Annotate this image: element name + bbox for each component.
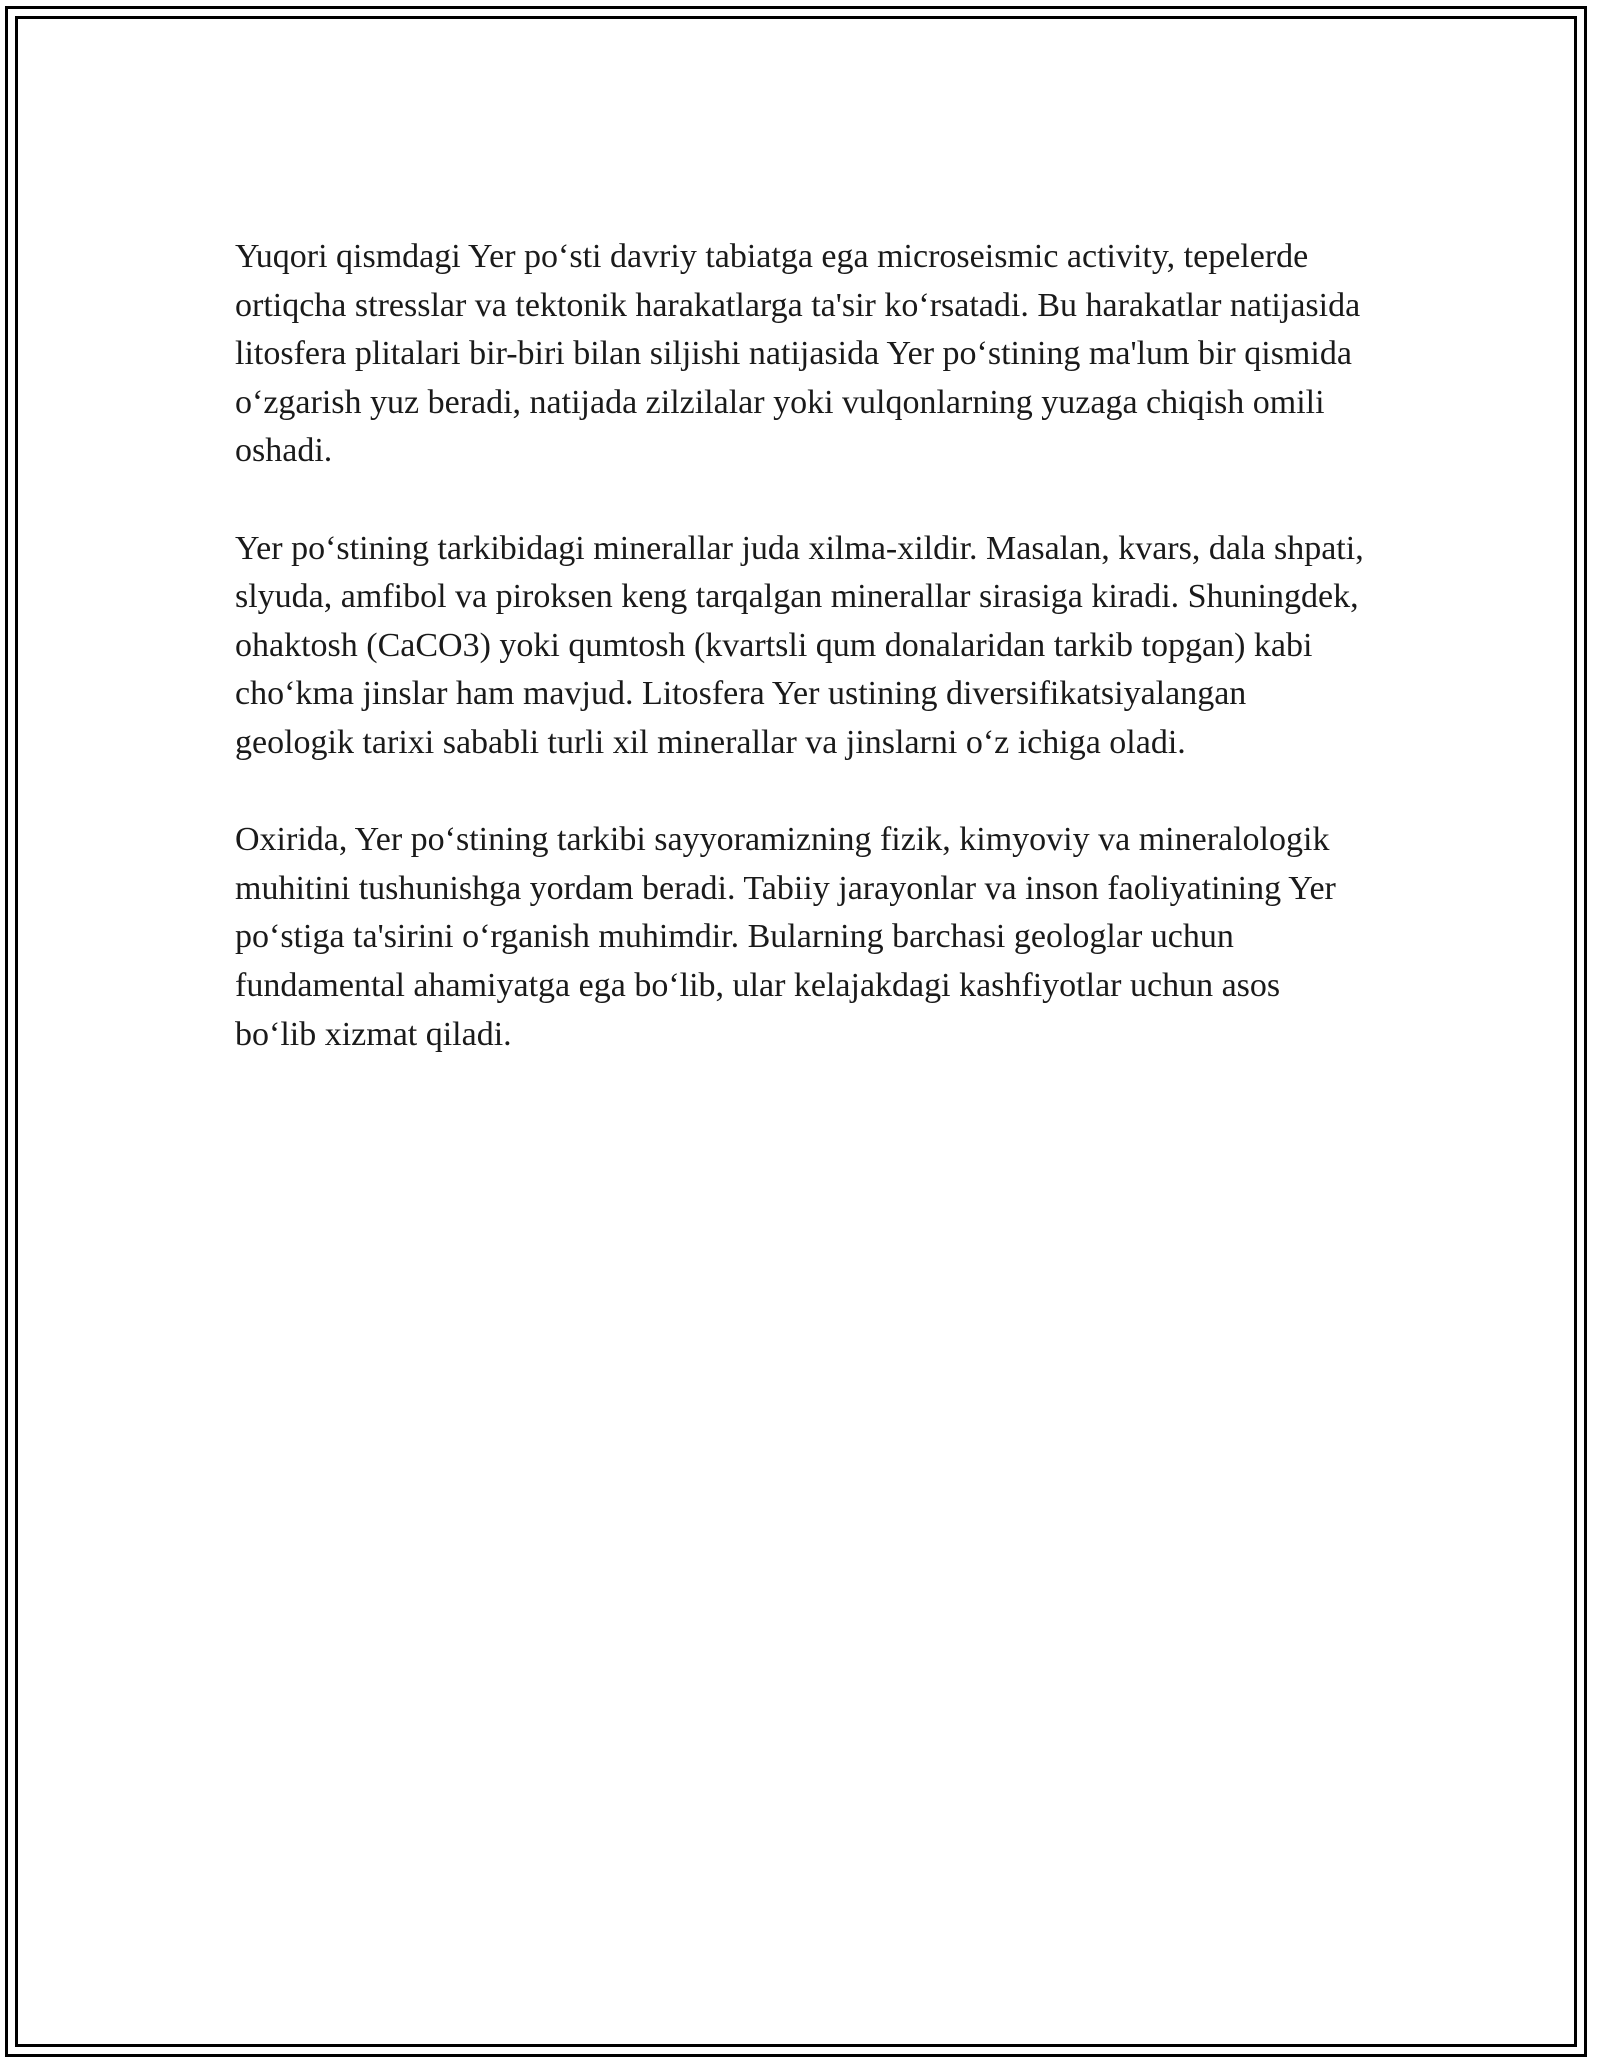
- paragraph-seismic-activity: Yuqori qismdagi Yer po‘sti davriy tabiatga ega microseismic activity, tepelerde ortiqcha stresslar va tektonik harakatlarga ta'sir ko‘rsatadi. Bu harakatlar natijasida litosfera plitalari bir-biri bilan siljishi natijasida Yer po‘stining ma'lum bir qismida o‘zgarish yuz beradi, natijada zilzilalar yoki vulqonlarning yuzaga chiqish omili oshadi.: [235, 238, 1361, 470]
- document-body: [235, 233, 1365, 1108]
- paragraph-conclusion: Oxirida, Yer po‘stining tarkibi sayyoramizning fizik, kimyoviy va mineralologik muhitini tushunishga yordam beradi. Tabiiy jarayonlar va inson faoliyatining Yer po‘stiga ta'sirini o‘rganish muhimdir. Bularning barchasi geologlar uchun fundamental ahamiyatga ega bo‘lib, ular kelajakdagi kashfiyotlar uchun asos bo‘lib xizmat qiladi.: [235, 821, 1336, 1053]
- paragraph-minerals: Yer po‘stining tarkibidagi minerallar juda xilma-xildir. Masalan, kvars, dala shpati, slyuda, amfibol va piroksen keng tarqalgan minerallar sirasiga kiradi. Shuningdek, ohaktosh (CaCO3) yoki qumtosh (kvartsli qum donalaridan tarkib topgan) kabi cho‘kma jinslar ham mavjud. Litosfera Yer ustining diversifikatsiyalangan geologik tarixi sababli turli xil minerallar va jinslarni o‘z ichiga oladi.: [235, 529, 1364, 761]
